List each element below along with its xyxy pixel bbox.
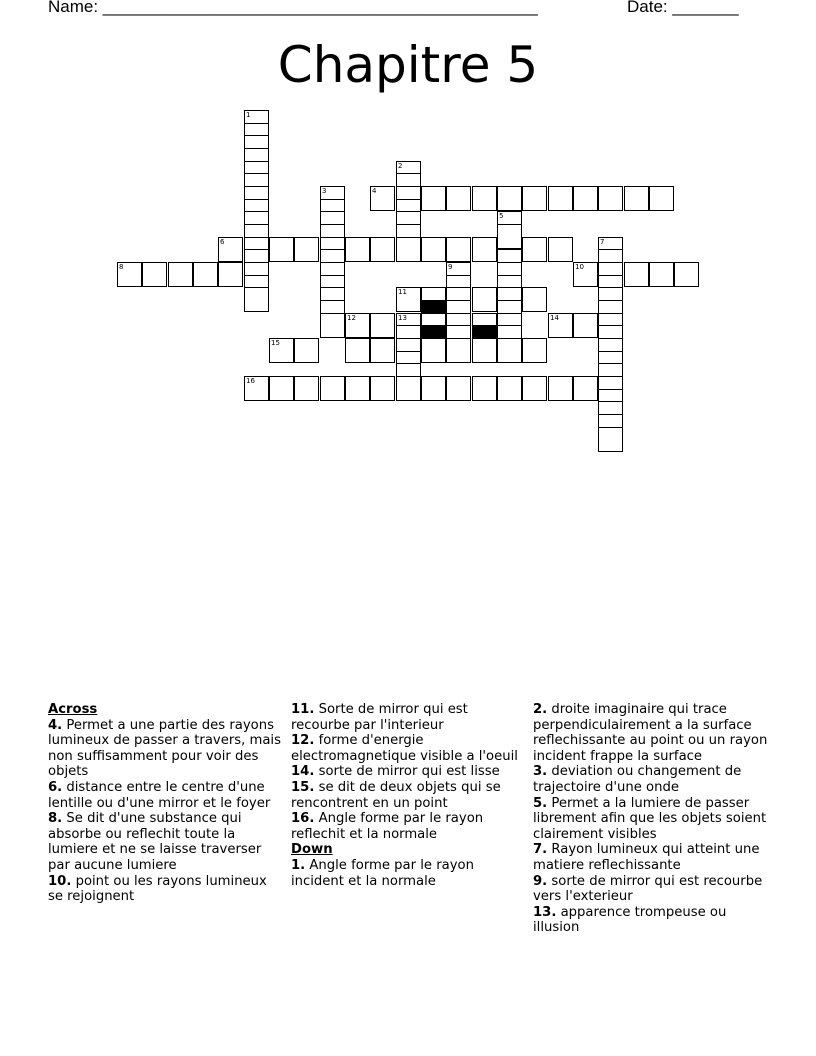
clue-down-7 <box>533 842 773 873</box>
clue-text: Angle forme par le rayon reflechit et la normale <box>291 811 484 842</box>
cell-number: 7 <box>600 238 605 246</box>
name-field-label: Name: ______________________________________________ <box>48 0 538 16</box>
clue-text: Rayon lumineux qui atteint une matiere reflechissante <box>533 842 760 873</box>
crossword-cell[interactable] <box>370 237 395 262</box>
crossword-cell[interactable] <box>497 224 522 249</box>
crossword-cell[interactable] <box>649 262 674 287</box>
crossword-cell[interactable] <box>345 338 370 363</box>
crossword-cell[interactable] <box>193 262 218 287</box>
crossword-cell[interactable] <box>421 338 446 363</box>
clue-number: 7. <box>533 842 548 858</box>
clue-across-8 <box>48 811 284 873</box>
crossword-cell[interactable] <box>472 237 497 262</box>
clue-number: 1. <box>291 857 306 873</box>
crossword-cell[interactable] <box>370 376 395 401</box>
cell-number: 9 <box>448 263 453 271</box>
down-heading: Down <box>291 842 333 858</box>
crossword-cell[interactable] <box>446 338 471 363</box>
crossword-cell[interactable] <box>522 287 547 312</box>
clue-number: 15. <box>291 779 315 795</box>
clue-text: point ou les rayons lumineux se rejoignent <box>48 873 267 905</box>
clue-number: 5. <box>533 795 548 811</box>
cell-number: 14 <box>550 314 559 322</box>
clue-text: apparence trompeuse ou illusion <box>533 904 727 936</box>
clue-text: Se dit d'une substance qui absorbe ou reflechit toute la lumiere et ne se laisse traverser par aucune lumiere <box>48 811 262 873</box>
clue-number: 8. <box>48 811 63 827</box>
page-title: Chapitre 5 <box>277 36 539 94</box>
crossword-cell[interactable] <box>320 376 345 401</box>
clue-text: Permet a la lumiere de passer librement afin que les objets soient clairement visibles <box>533 795 767 842</box>
crossword-cell[interactable] <box>421 186 446 211</box>
across-heading: Across <box>48 702 98 717</box>
clue-number: 10. <box>48 873 72 889</box>
crossword-cell[interactable] <box>548 186 573 211</box>
cell-number: 11 <box>398 288 407 296</box>
crossword-cell[interactable] <box>421 376 446 401</box>
crossword-cell[interactable] <box>345 237 370 262</box>
crossword-cell[interactable] <box>472 338 497 363</box>
crossword-cell[interactable] <box>548 376 573 401</box>
crossword-cell[interactable] <box>522 186 547 211</box>
crossword-cell[interactable] <box>548 237 573 262</box>
crossword-cell[interactable] <box>446 237 471 262</box>
clue-text: se dit de deux objets qui se rencontrent en un point <box>291 779 501 811</box>
clue-across-10 <box>48 874 284 905</box>
crossword-cell[interactable] <box>370 338 395 363</box>
clue-text: forme d'energie electromagnetique visible a l'oeuil <box>291 733 518 764</box>
clue-text: Angle forme par le rayon incident et la normale <box>291 857 474 889</box>
clue-across-16 <box>291 811 523 842</box>
cell-number: 13 <box>398 314 407 322</box>
crossword-cell[interactable] <box>345 376 370 401</box>
cell-number: 5 <box>499 212 504 220</box>
clue-down-2 <box>533 702 773 764</box>
cell-number: 15 <box>271 339 280 347</box>
crossword-cell[interactable] <box>624 262 649 287</box>
clue-across-15 <box>291 780 523 811</box>
clue-text: droite imaginaire qui trace perpendiculairement a la surface reflechissante au point ou un rayon incident frappe la surface <box>533 702 768 764</box>
crossword-cell[interactable] <box>244 287 269 312</box>
cell-number: 6 <box>220 238 225 246</box>
crossword-cell[interactable] <box>421 237 446 262</box>
crossword-cell[interactable] <box>497 186 522 211</box>
crossword-cell[interactable] <box>269 376 294 401</box>
crossword-cell[interactable] <box>573 186 598 211</box>
clue-number: 16. <box>291 811 315 827</box>
crossword-cell[interactable] <box>497 338 522 363</box>
crossword-cell[interactable] <box>573 376 598 401</box>
clue-number: 13. <box>533 904 557 920</box>
clue-text: deviation ou changement de trajectoire d'une onde <box>533 764 742 795</box>
crossword-cell[interactable] <box>649 186 674 211</box>
crossword-cell[interactable] <box>624 186 649 211</box>
crossword-cell[interactable] <box>472 186 497 211</box>
cell-number: 1 <box>246 111 251 119</box>
clue-across-14 <box>291 764 523 780</box>
crossword-cell[interactable] <box>472 287 497 312</box>
crossword-cell[interactable] <box>674 262 699 287</box>
crossword-cell[interactable] <box>598 186 623 211</box>
crossword-cell[interactable] <box>218 262 243 287</box>
clue-text: distance entre le centre d'une lentille ou d'une mirror et le foyer <box>48 779 271 811</box>
cell-number: 12 <box>347 314 356 322</box>
crossword-cell[interactable] <box>320 313 345 338</box>
cell-number: 10 <box>575 263 584 271</box>
crossword-cell[interactable] <box>370 313 395 338</box>
crossword-cell[interactable] <box>446 376 471 401</box>
clue-number: 14. <box>291 764 315 780</box>
clue-number: 12. <box>291 733 315 749</box>
cell-number: 4 <box>372 187 377 195</box>
clues-column-2 <box>291 702 523 889</box>
clue-down-3 <box>533 764 773 795</box>
clue-down-5 <box>533 796 773 843</box>
clues-column-3 <box>533 702 773 936</box>
clue-number: 3. <box>533 764 548 780</box>
crossword-cell[interactable] <box>522 338 547 363</box>
clue-across-12 <box>291 733 523 764</box>
crossword-cell[interactable] <box>396 237 421 262</box>
crossword-cell[interactable] <box>497 376 522 401</box>
cell-number: 3 <box>322 187 327 195</box>
clue-text: Sorte de mirror qui est recourbe par l'interieur <box>291 702 468 733</box>
clue-down-1 <box>291 858 523 889</box>
clue-across-6 <box>48 780 284 811</box>
crossword-cell[interactable] <box>446 186 471 211</box>
clue-down-9 <box>533 874 773 905</box>
clue-number: 4. <box>48 717 63 733</box>
clue-text: sorte de mirror qui est recourbe vers l'exterieur <box>533 873 763 905</box>
clue-number: 9. <box>533 873 548 889</box>
clue-across-11 <box>291 702 523 733</box>
clue-number: 6. <box>48 779 63 795</box>
cell-number: 16 <box>246 377 255 385</box>
clue-text: sorte de mirror qui est lisse <box>318 764 500 780</box>
crossword-cell[interactable] <box>522 376 547 401</box>
clue-text: Permet a une partie des rayons lumineux de passer a travers, mais non suffisamment pour voir des objets <box>48 717 281 780</box>
clue-across-4 <box>48 718 284 780</box>
crossword-cell[interactable] <box>573 313 598 338</box>
crossword-cell[interactable] <box>294 376 319 401</box>
crossword-cell[interactable] <box>396 376 421 401</box>
clues-column-1 <box>48 702 284 905</box>
crossword-cell[interactable] <box>269 237 294 262</box>
clue-number: 11. <box>291 702 315 717</box>
cell-number: 2 <box>398 162 403 170</box>
crossword-cell[interactable] <box>294 237 319 262</box>
crossword-cell[interactable] <box>598 427 623 452</box>
crossword-cell[interactable] <box>294 338 319 363</box>
crossword-cell[interactable] <box>142 262 167 287</box>
clue-down-13 <box>533 905 773 936</box>
clue-number: 2. <box>533 702 548 717</box>
date-field-label: Date: _______ <box>627 0 739 16</box>
crossword-cell[interactable] <box>472 376 497 401</box>
crossword-cell[interactable] <box>168 262 193 287</box>
cell-number: 8 <box>119 263 124 271</box>
crossword-cell[interactable] <box>522 237 547 262</box>
